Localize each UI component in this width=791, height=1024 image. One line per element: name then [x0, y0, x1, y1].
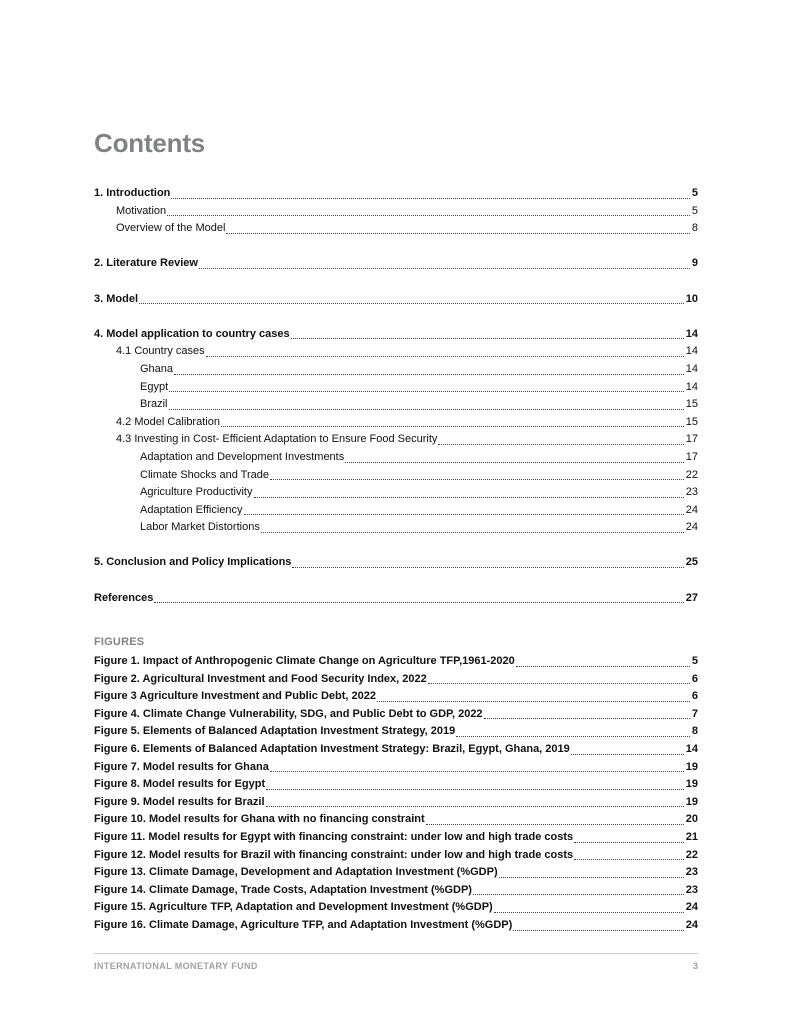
figures-heading: FIGURES — [94, 636, 145, 648]
toc-entry[interactable] — [94, 255, 698, 273]
footer-divider — [94, 953, 698, 954]
figure-entry-page: 6 — [691, 672, 698, 685]
dot-leader — [473, 893, 684, 895]
figure-entry-page: 7 — [691, 707, 698, 720]
dot-leader — [174, 373, 684, 375]
figure-entry-title: Figure 10. Model results for Ghana with no financing constraint — [94, 813, 425, 826]
dot-leader — [426, 823, 684, 825]
dot-leader — [199, 267, 690, 269]
toc-entry[interactable] — [94, 220, 698, 238]
figure-entry-title: Figure 12. Model results for Brazil with financing constraint: under low and high trade costs — [94, 848, 574, 861]
figure-entry-title: Figure 13. Climate Damage, Development and Adaptation Investment (%GDP) — [94, 866, 498, 879]
figure-entry-title: Figure 15. Agriculture TFP, Adaptation and Development Investment (%GDP) — [94, 901, 493, 914]
toc-entry-page: 14 — [685, 362, 698, 375]
dot-leader — [438, 443, 683, 445]
toc-entry[interactable] — [94, 467, 698, 485]
toc-entry-title: Overview of the Model — [116, 222, 226, 235]
toc-entry-title: 4. Model application to country cases — [94, 327, 290, 340]
toc-entry-title: Brazil — [140, 398, 168, 411]
toc-entry-page: 8 — [691, 222, 698, 235]
toc-entry-page: 22 — [685, 468, 698, 481]
dot-leader — [516, 665, 690, 667]
figure-entry-page: 19 — [685, 795, 698, 808]
figure-entry-page: 24 — [685, 918, 698, 931]
toc-entry[interactable] — [94, 484, 698, 502]
figure-entry[interactable] — [94, 829, 698, 847]
toc-entry[interactable] — [94, 431, 698, 449]
figure-entry-title: Figure 9. Model results for Brazil — [94, 795, 265, 808]
dot-leader — [171, 197, 689, 199]
toc-entry-title: Ghana — [140, 362, 174, 375]
toc-entry-title: 5. Conclusion and Policy Implications — [94, 556, 292, 569]
toc-entry-title: Labor Market Distortions — [140, 521, 260, 534]
figure-entry-page: 5 — [691, 655, 698, 667]
toc-entry-page: 24 — [685, 503, 698, 516]
toc-entry-page: 17 — [685, 433, 698, 446]
section-gap — [94, 273, 698, 291]
dot-leader — [270, 478, 684, 480]
toc-entry-title: 4.2 Model Calibration — [116, 415, 220, 428]
dot-leader — [456, 735, 690, 737]
figure-entry[interactable] — [94, 899, 698, 917]
section-gap — [94, 537, 698, 555]
figure-entry-title: Figure 5. Elements of Balanced Adaptation Investment Strategy, 2019 — [94, 725, 456, 738]
toc-entry-page: 15 — [685, 415, 698, 428]
dot-leader — [261, 531, 684, 533]
toc-entry-title: Egypt — [140, 380, 169, 393]
figure-entry-page: 23 — [685, 866, 698, 879]
toc-entry-page: 5 — [691, 187, 698, 199]
figure-entry-title: Figure 2. Agricultural Investment and Food Security Index, 2022 — [94, 672, 427, 685]
toc-entry-page: 15 — [685, 398, 698, 411]
dot-leader — [266, 788, 684, 790]
section-gap — [94, 572, 698, 590]
figure-entry-title: Figure 16. Climate Damage, Agriculture TFP, and Adaptation Investment (%GDP) — [94, 918, 513, 931]
dot-leader — [484, 717, 690, 719]
dot-leader — [291, 337, 684, 339]
toc-entry-page: 17 — [685, 450, 698, 463]
dot-leader — [169, 390, 684, 392]
toc-entry-title: 4.1 Country cases — [116, 345, 205, 358]
toc-entry[interactable] — [94, 449, 698, 467]
figure-entry[interactable] — [94, 776, 698, 794]
toc-entry-title: Motivation — [116, 204, 167, 217]
toc-entry-page: 23 — [685, 486, 698, 499]
toc-entry[interactable] — [94, 590, 698, 608]
toc-entry[interactable] — [94, 185, 698, 203]
toc-entry-title: 4.3 Investing in Cost- Efficient Adaptation to Ensure Food Security — [116, 433, 438, 446]
figure-entry-title: Figure 7. Model results for Ghana — [94, 760, 269, 773]
figure-entry[interactable] — [94, 847, 698, 865]
figure-entry-title: Figure 11. Model results for Egypt with financing constraint: under low and high trade costs — [94, 830, 574, 843]
figure-entry[interactable] — [94, 723, 698, 741]
toc-entry-page: 14 — [685, 380, 698, 393]
figure-entry[interactable] — [94, 741, 698, 759]
toc-entry-title: Adaptation and Development Investments — [140, 450, 345, 463]
toc-entry[interactable] — [94, 203, 698, 221]
figure-entry[interactable] — [94, 653, 698, 671]
figure-entry-page: 22 — [685, 848, 698, 861]
figure-entry-page: 24 — [685, 901, 698, 914]
toc-entry[interactable] — [94, 361, 698, 379]
dot-leader — [428, 682, 690, 684]
figure-entry-page: 19 — [685, 760, 698, 773]
dot-leader — [266, 805, 684, 807]
toc-entry[interactable] — [94, 519, 698, 537]
toc-entry-page: 24 — [685, 521, 698, 534]
toc-entry-page: 27 — [685, 591, 698, 604]
toc-entry-title: 3. Model — [94, 292, 139, 305]
toc-entry[interactable] — [94, 291, 698, 309]
dot-leader — [513, 929, 683, 931]
dot-leader — [254, 496, 684, 498]
figure-entry-title: Figure 4. Climate Change Vulnerability, SDG, and Public Debt to GDP, 2022 — [94, 707, 483, 720]
dot-leader — [167, 214, 690, 216]
figure-entry-page: 23 — [685, 883, 698, 896]
dot-leader — [169, 408, 684, 410]
figure-entry[interactable] — [94, 759, 698, 777]
figure-entry-page: 6 — [691, 690, 698, 703]
dot-leader — [574, 841, 684, 843]
figure-entry[interactable] — [94, 882, 698, 900]
dot-leader — [292, 566, 683, 568]
dot-leader — [571, 753, 684, 755]
section-gap — [94, 238, 698, 256]
page-title: Contents — [94, 128, 206, 158]
dot-leader — [244, 513, 684, 515]
figure-entry-title: Figure 1. Impact of Anthropogenic Climate Change on Agriculture TFP,1961-2020 — [94, 655, 515, 667]
toc-entry[interactable] — [94, 414, 698, 432]
toc-entry-title: Agriculture Productivity — [140, 486, 253, 499]
toc-entry[interactable] — [94, 326, 698, 344]
toc-entry-page: 14 — [685, 327, 698, 340]
toc-entry-page: 10 — [685, 292, 698, 305]
figure-entry-page: 19 — [685, 778, 698, 791]
toc-entry-title: Climate Shocks and Trade — [140, 468, 270, 481]
toc-entry-page: 14 — [685, 345, 698, 358]
figure-entry-page: 20 — [685, 813, 698, 826]
toc-entry-title: Adaptation Efficiency — [140, 503, 243, 516]
dot-leader — [206, 355, 684, 357]
figure-entry[interactable] — [94, 794, 698, 812]
figure-entry-page: 8 — [691, 725, 698, 738]
figure-entry[interactable] — [94, 688, 698, 706]
toc-entry-page: 9 — [691, 257, 698, 270]
dot-leader — [226, 232, 689, 234]
toc-entry[interactable] — [94, 396, 698, 414]
figure-entry[interactable] — [94, 671, 698, 689]
figure-entry-title: Figure 3 Agriculture Investment and Public Debt, 2022 — [94, 690, 376, 703]
toc-entry[interactable] — [94, 554, 698, 572]
dot-leader — [345, 461, 684, 463]
figure-entry-title: Figure 14. Climate Damage, Trade Costs, Adaptation Investment (%GDP) — [94, 883, 472, 896]
toc-entry-page: 25 — [685, 556, 698, 569]
toc-entry[interactable] — [94, 379, 698, 397]
toc-entry-title: 2. Literature Review — [94, 257, 198, 270]
dot-leader — [574, 858, 684, 860]
dot-leader — [494, 911, 684, 913]
section-gap — [94, 308, 698, 326]
dot-leader — [270, 770, 684, 772]
table-of-contents — [94, 185, 698, 607]
figure-entry-page: 21 — [685, 830, 698, 843]
footer-publisher: INTERNATIONAL MONETARY FUND — [94, 961, 258, 971]
toc-entry-title: 1. Introduction — [94, 187, 171, 199]
figure-entry-page: 14 — [685, 742, 698, 755]
footer-page-number: 3 — [692, 961, 698, 971]
dot-leader — [154, 601, 683, 603]
list-of-figures — [94, 653, 698, 935]
figure-entry[interactable] — [94, 811, 698, 829]
dot-leader — [377, 700, 690, 702]
dot-leader — [139, 302, 684, 304]
figure-entry[interactable] — [94, 917, 698, 935]
dot-leader — [221, 425, 684, 427]
figure-entry[interactable] — [94, 864, 698, 882]
toc-entry-title: References — [94, 591, 154, 604]
figure-entry[interactable] — [94, 706, 698, 724]
figure-entry-title: Figure 8. Model results for Egypt — [94, 778, 266, 791]
figure-entry-title: Figure 6. Elements of Balanced Adaptation Investment Strategy: Brazil, Egypt, Ghana, 2019 — [94, 742, 570, 755]
toc-entry[interactable] — [94, 343, 698, 361]
dot-leader — [499, 876, 684, 878]
toc-entry[interactable] — [94, 502, 698, 520]
toc-entry-page: 5 — [691, 204, 698, 217]
